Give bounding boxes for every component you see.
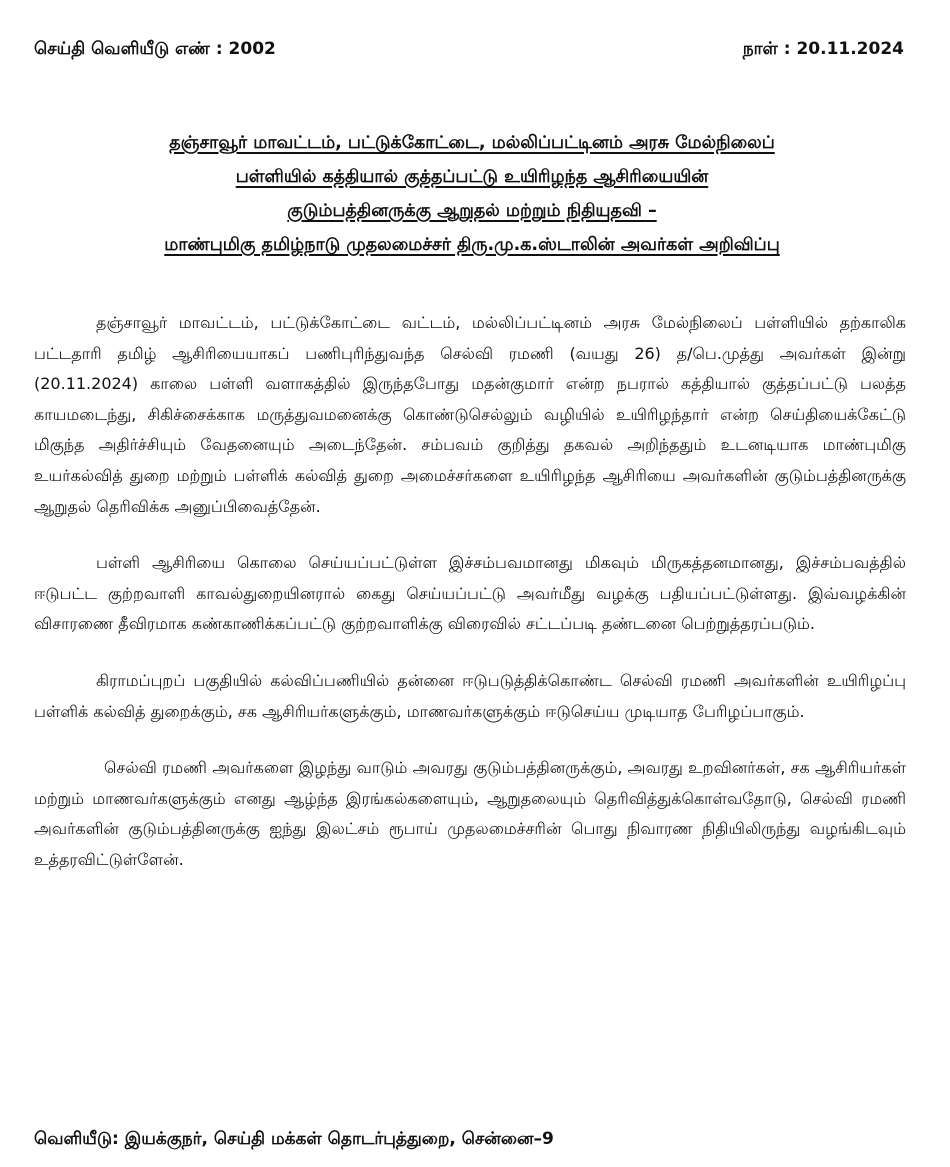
paragraph-investigation: பள்ளி ஆசிரியை கொலை செய்யப்பட்டுள்ள இச்சம்பவமானது மிகவும் மிருகத்தனமானது, இச்சம்பவத்தில் ஈடுபட்ட குற்றவாளி காவல்துறையினரால் கைது செய்யப்பட்டு அவர்மீது வழக்கு பதியப்பட்டுள்ளது. இவ்வழக்கின் விசாரணை தீவிரமாக கண்காணிக்கப்பட்டு குற்றவாளிக்கு விரைவில் சட்டப்படி தண்டனை பெற்றுத்தரப்படும்.: [34, 553, 907, 634]
press-release-body: [34, 308, 910, 876]
paragraph-incident: தஞ்சாவூர் மாவட்டம், பட்டுக்கோட்டை வட்டம், மல்லிப்பட்டினம் அரசு மேல்நிலைப் பள்ளியில் தற்காலிக பட்டதாரி தமிழ் ஆசிரியையாகப் பணிபுரிந்துவந்த செல்வி ரமணி (வயது 26) த/பெ.முத்து அவர்கள் இன்று (20.11.2024) காலை பள்ளி வளாகத்தில் இருந்தபோது மதன்குமார் என்ற நபரால் கத்தியால் குத்தப்பட்டு பலத்த காயமடைந்து, சிகிச்சைக்காக மருத்துவமனைக்கு கொண்டுசெல்லும் வழியில் உயிரிழந்தார் என்ற செய்தியைக்கேட்டு மிகுந்த அதிர்ச்சியும் வேதனையும் அடைந்தேன். சம்பவம் குறித்து தகவல் அறிந்ததும் உடனடியாக மாண்புமிகு உயர்கல்வித் துறை மற்றும் பள்ளிக் கல்வித் துறை அமைச்சர்களை உயிரிழந்த ஆசிரியை அவர்களின் குடும்பத்தினருக்கு ஆறுதல் தெரிவிக்க அனுப்பிவைத்தேன்.: [34, 313, 907, 516]
release-date: நாள் : 20.11.2024: [742, 39, 904, 59]
issuer-footer: வெளியீடு: இயக்குநர், செய்தி மக்கள் தொடர்புத்துறை, சென்னை–9: [34, 1129, 554, 1149]
headline-line-2: பள்ளியில் கத்தியால் குத்தப்பட்டு உயிரிழந்த ஆசிரியையின்: [235, 167, 709, 187]
release-number: செய்தி வெளியீடு எண் : 2002: [34, 39, 276, 59]
paragraph-loss: கிராமப்புறப் பகுதியில் கல்விப்பணியில் தன்னை ஈடுபடுத்திக்கொண்ட செல்வி ரமணி அவர்களின் உயிரிழப்பு பள்ளிக் கல்வித் துறைக்கும், சக ஆசிரியர்களுக்கும், மாணவர்களுக்கும் ஈடுசெய்ய முடியாத பேரிழப்பாகும்.: [34, 670, 906, 721]
headline-line-3: குடும்பத்தினருக்கு ஆறுதல் மற்றும் நிதியுதவி –: [287, 201, 657, 221]
press-release-headline: [34, 126, 910, 262]
headline-line-1: தஞ்சாவூர் மாவட்டம், பட்டுக்கோட்டை, மல்லிப்பட்டினம் அரசு மேல்நிலைப்: [169, 133, 775, 153]
release-meta-row: [34, 36, 910, 62]
paragraph-condolence-relief: செல்வி ரமணி அவர்களை இழந்து வாடும் அவரது குடும்பத்தினருக்கும், அவரது உறவினர்கள், சக ஆசிரியர்கள் மற்றும் மாணவர்களுக்கும் எனது ஆழ்ந்த இரங்கல்களையும், ஆறுதலையும் தெரிவித்துக்கொள்வதோடு, செல்வி ரமணி அவர்களின் குடும்பத்தினருக்கு ஐந்து இலட்சம் ரூபாய் முதலமைச்சரின் பொது நிவாரண நிதியிலிருந்து வழங்கிடவும் உத்தரவிட்டுள்ளேன்.: [34, 758, 906, 869]
headline-line-4: மாண்புமிகு தமிழ்நாடு முதலமைச்சர் திரு.மு.க.ஸ்டாலின் அவர்கள் அறிவிப்பு: [164, 235, 780, 255]
